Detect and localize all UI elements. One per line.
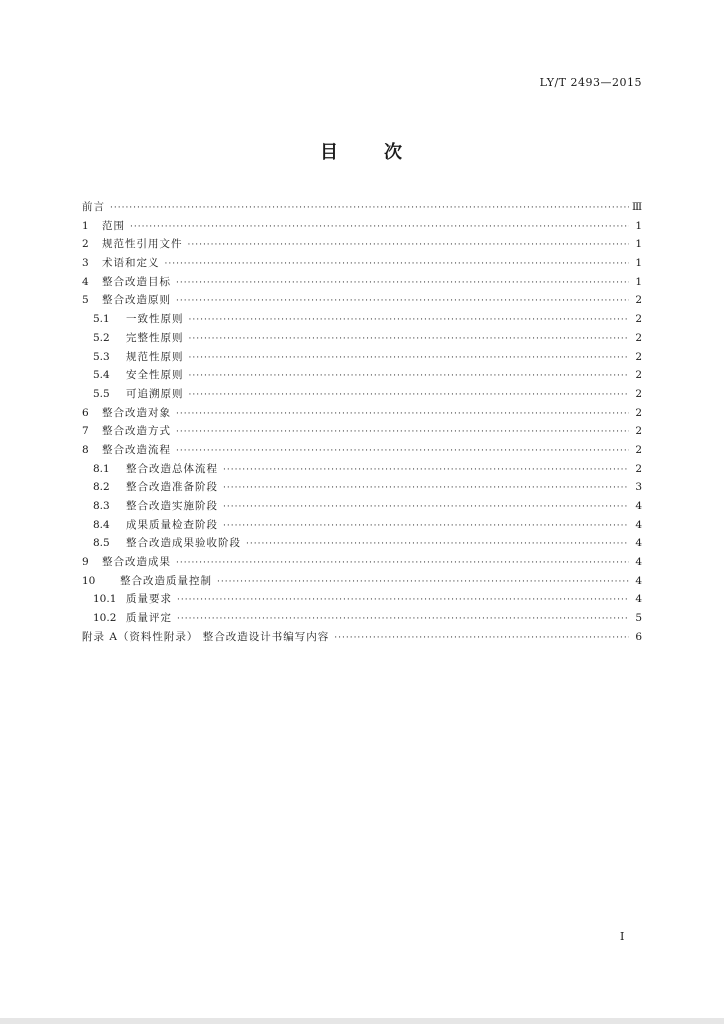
- toc-entry-5-2[interactable]: [82, 329, 642, 348]
- toc-page-number: 1: [635, 238, 642, 251]
- toc-entry-appendix-a[interactable]: [82, 628, 642, 647]
- toc-page-number: 3: [635, 481, 642, 494]
- dot-leader: [189, 330, 630, 348]
- toc-label: 质量评定: [126, 612, 172, 625]
- dot-leader: [189, 349, 630, 367]
- toc-number: 5: [82, 294, 89, 307]
- toc-number: 2: [82, 238, 89, 251]
- toc-entry-9[interactable]: [82, 553, 642, 572]
- toc-number: 8.2: [93, 481, 110, 494]
- toc-label: 整合改造原则: [102, 294, 171, 307]
- toc-entry-10-2[interactable]: [82, 609, 642, 628]
- toc-number: 8.1: [93, 462, 110, 475]
- toc-number: 9: [82, 556, 89, 569]
- bottom-edge: [0, 1018, 724, 1024]
- toc-page-number: 6: [635, 630, 642, 643]
- toc-number: 8.5: [93, 537, 110, 550]
- dot-leader: [130, 218, 629, 236]
- toc-page-number: Ⅲ: [632, 201, 642, 213]
- dot-leader: [189, 367, 630, 385]
- dot-leader: [223, 498, 629, 516]
- toc-entry-10-1[interactable]: [82, 590, 642, 609]
- toc-label: 整合改造准备阶段: [126, 481, 218, 494]
- toc-label: 附录 A（资料性附录） 整合改造设计书编写内容: [82, 630, 330, 643]
- toc-page-number: 4: [635, 556, 642, 569]
- footer-page-number: I: [620, 930, 625, 943]
- title-part-2: 次: [384, 142, 404, 163]
- dot-leader: [246, 535, 629, 553]
- toc-page-number: 2: [635, 443, 642, 456]
- toc-number: 5.5: [93, 387, 110, 400]
- dot-leader: [177, 591, 629, 609]
- dot-leader: [334, 629, 629, 647]
- toc-label: 质量要求: [126, 593, 172, 606]
- toc-label: 整合改造成果: [102, 556, 171, 569]
- toc-page-number: 2: [635, 313, 642, 326]
- toc-label: 整合改造对象: [102, 406, 171, 419]
- toc-page-number: 4: [635, 574, 642, 587]
- dot-leader: [165, 255, 630, 273]
- dot-leader: [176, 292, 629, 310]
- toc-page-number: 2: [635, 387, 642, 400]
- toc-page-number: 4: [635, 593, 642, 606]
- toc-page-number: 2: [635, 294, 642, 307]
- toc-number: 8: [82, 443, 89, 456]
- toc-label: 成果质量检查阶段: [126, 518, 218, 531]
- toc-entry-5-1[interactable]: [82, 310, 642, 329]
- dot-leader: [176, 405, 629, 423]
- dot-leader: [217, 573, 629, 591]
- toc-label: 整合改造流程: [102, 443, 171, 456]
- dot-leader: [189, 386, 630, 404]
- dot-leader: [223, 461, 629, 479]
- toc-label: 规范性引用文件: [102, 238, 183, 251]
- toc-page-number: 2: [635, 406, 642, 419]
- toc-label: 安全性原则: [126, 369, 184, 382]
- toc-entry-8-2[interactable]: [82, 478, 642, 497]
- toc-number: 4: [82, 275, 89, 288]
- standard-code: LY/T 2493—2015: [539, 76, 642, 89]
- toc-number: 5.4: [93, 369, 110, 382]
- toc-entry-foreword[interactable]: [82, 198, 642, 217]
- toc-label: 术语和定义: [102, 257, 160, 270]
- toc-page-number: 2: [635, 369, 642, 382]
- toc-label: 整合改造总体流程: [126, 462, 218, 475]
- toc-label: 整合改造方式: [102, 425, 171, 438]
- toc-number: 5.3: [93, 350, 110, 363]
- toc-label: 整合改造实施阶段: [126, 500, 218, 512]
- toc-page-number: 4: [635, 500, 642, 512]
- title-part-1: 目: [320, 142, 340, 163]
- dot-leader: [223, 479, 629, 497]
- toc-page-number: 1: [635, 275, 642, 288]
- toc-entry-5-4[interactable]: [82, 366, 642, 385]
- toc-number: 10.2: [93, 612, 117, 625]
- toc-entry-2[interactable]: [82, 235, 642, 254]
- toc-entry-10[interactable]: [82, 572, 642, 591]
- toc-number: 6: [82, 406, 89, 419]
- dot-leader: [176, 274, 629, 292]
- toc-entry-5[interactable]: [82, 291, 642, 310]
- toc-page-number: 1: [635, 257, 642, 270]
- toc-entry-8[interactable]: [82, 441, 642, 460]
- toc-entry-8-4[interactable]: [82, 516, 642, 535]
- toc-number: 8.4: [93, 518, 110, 531]
- toc-entry-1[interactable]: [82, 217, 642, 236]
- toc-entry-3[interactable]: [82, 254, 642, 273]
- toc-label: 一致性原则: [126, 313, 184, 326]
- toc-label: 前言: [82, 201, 105, 213]
- toc-entry-5-5[interactable]: [82, 385, 642, 404]
- toc-number: 5.2: [93, 331, 110, 344]
- toc-entry-6[interactable]: [82, 404, 642, 423]
- dot-leader: [177, 610, 629, 628]
- dot-leader: [176, 423, 629, 441]
- toc-page-number: 2: [635, 462, 642, 475]
- toc-page-number: 2: [635, 425, 642, 438]
- toc-label: 范围: [102, 219, 125, 232]
- toc-page-number: 4: [635, 537, 642, 550]
- table-of-contents: [82, 198, 642, 647]
- toc-entry-5-3[interactable]: [82, 348, 642, 367]
- toc-number: 8.3: [93, 500, 110, 512]
- toc-page-number: 2: [635, 350, 642, 363]
- dot-leader: [189, 311, 630, 329]
- toc-page-number: 5: [635, 612, 642, 625]
- toc-label: 整合改造质量控制: [120, 574, 212, 587]
- toc-page-number: 4: [635, 518, 642, 531]
- toc-page-number: 2: [635, 331, 642, 344]
- dot-leader: [176, 554, 629, 572]
- dot-leader: [188, 236, 630, 254]
- toc-entry-8-3[interactable]: [82, 497, 642, 516]
- toc-entry-4[interactable]: [82, 273, 642, 292]
- toc-number: 1: [82, 219, 89, 232]
- toc-label: 规范性原则: [126, 350, 184, 363]
- toc-number: 5.1: [93, 313, 110, 326]
- dot-leader: [176, 442, 629, 460]
- toc-page-number: 1: [635, 219, 642, 232]
- dot-leader: [110, 199, 629, 217]
- toc-label: 完整性原则: [126, 331, 184, 344]
- toc-entry-7[interactable]: [82, 422, 642, 441]
- toc-number: 10.1: [93, 593, 117, 606]
- toc-number: 7: [82, 425, 89, 438]
- toc-label: 整合改造成果验收阶段: [126, 537, 241, 550]
- toc-entry-8-1[interactable]: [82, 460, 642, 479]
- toc-label: 可追溯原则: [126, 387, 184, 400]
- toc-entry-8-5[interactable]: [82, 534, 642, 553]
- dot-leader: [223, 517, 629, 535]
- page-title: [0, 138, 724, 164]
- toc-number: 3: [82, 257, 89, 270]
- toc-number: 10: [82, 574, 96, 587]
- toc-label: 整合改造目标: [102, 275, 171, 288]
